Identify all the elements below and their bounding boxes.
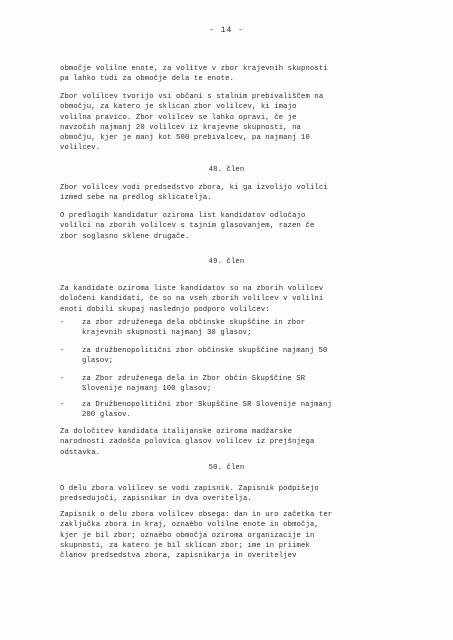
text-line: določeni kandidati, če so na vseh zborih volilcev v volilni bbox=[60, 295, 324, 304]
text-line: za Družbenopolitični zbor Skupščine SR Slovenije najmanj bbox=[82, 401, 332, 409]
text-line: volilcev. bbox=[60, 144, 101, 153]
article-heading-49: 49. člen bbox=[208, 258, 245, 266]
text-line: navzočih najmanj 20 volilcev iz krajevne skupnosti, na bbox=[60, 123, 302, 132]
text-line: skupnosti, za katero je bil sklican zbor; ime in priimek bbox=[60, 541, 310, 550]
paragraph bbox=[60, 211, 405, 242]
bullet-dash: - bbox=[60, 375, 65, 383]
text-line: volilci na zborih volilcev s tajnim glasovanjem, razen če bbox=[60, 222, 315, 231]
bullet-dash: - bbox=[60, 347, 65, 355]
paragraph bbox=[60, 484, 405, 505]
text-line: Zapisnik o delu zbora volilcev obsega: dan in uro začetka ter bbox=[60, 511, 333, 519]
text-line: območju, za katero je sklican zbor volilcev, ki imajo bbox=[60, 103, 297, 112]
text-line: izmed sebe na predlog sklicatelja. bbox=[60, 194, 212, 203]
paragraph bbox=[60, 427, 405, 458]
text-line: O predlogih kandidatur oziroma list kandidatov odločajo bbox=[60, 212, 306, 220]
paragraph bbox=[60, 510, 405, 561]
text-line: 200 glasov. bbox=[82, 411, 132, 420]
article-heading-48: 48. člen bbox=[208, 166, 245, 174]
text-line: glasov; bbox=[82, 357, 114, 366]
bullet-dash: - bbox=[60, 401, 65, 409]
text-line: zaključka zbora in kraj, oznaèbo volilne enote in območja, bbox=[60, 521, 319, 530]
text-line: O delu zbora volilcev se vodi zapisnik. Zapisnik podpišejo bbox=[60, 485, 319, 493]
text-line: območju, kjer je manj kot 500 prebivalcev, pa najmanj 10 bbox=[60, 134, 310, 143]
article-heading-50: 50. člen bbox=[208, 464, 245, 472]
text-line: odstavka. bbox=[60, 448, 101, 457]
text-line: Zbor volilcev tvorijo vsi občani s stalnim prebivališčem na bbox=[60, 93, 324, 101]
paragraph bbox=[60, 92, 405, 154]
text-line: enoti dobili skupaj naslednjo podporo volilcev: bbox=[60, 305, 270, 314]
text-line: kjer je bil zbor; oznaèbo območja oziroma organizacije in bbox=[60, 531, 315, 540]
text-line: Zbor volilcev vodi predsedstvo zbora, ki ga izvolijo volilci bbox=[60, 184, 328, 192]
paragraph bbox=[60, 183, 405, 204]
text-line: Za kandidate oziroma liste kandidatov so na zborih volilcev bbox=[60, 285, 324, 293]
text-line: krajevnih skupnosti najmanj 30 glasov; bbox=[82, 329, 252, 338]
text-line: Slovenije najmanj 100 glasov; bbox=[82, 385, 212, 394]
paragraph bbox=[60, 284, 405, 315]
page-number: - 14 - bbox=[209, 26, 244, 35]
text-line: predsedujoči, zapisnikar in dva overitelja. bbox=[60, 495, 252, 504]
text-line: volilna pravico. Zbor volilcev se lahko opravi, če je bbox=[60, 113, 297, 122]
text-line: narodnosti zadošča polovica glasov volilcev iz prejšnjega bbox=[60, 438, 315, 447]
text-line: pa lahko tudi za območje dela te enote. bbox=[60, 75, 235, 84]
text-line: za zbor združenega dela občinske skupščine in zbor bbox=[82, 319, 306, 327]
text-line: zbor soglasno sklene drugače. bbox=[60, 232, 190, 241]
text-line: območje volilne enote, za volitve v zbor krajevnih skupnosti bbox=[60, 65, 328, 73]
paragraph bbox=[60, 64, 405, 85]
bullet-dash: - bbox=[60, 319, 65, 327]
text-line: članov predsedstva zbora, zapisnikarja in overiteljev bbox=[60, 552, 297, 561]
text-line: za Zbor združenega dela in Zbor občin Skupščine SR bbox=[82, 375, 306, 383]
text-line: za družbenopolitični zbor občinske skupščine najmanj 50 bbox=[82, 347, 328, 355]
text-line: Za določitev kandidata italijanske oziroma madžarske bbox=[60, 428, 293, 436]
